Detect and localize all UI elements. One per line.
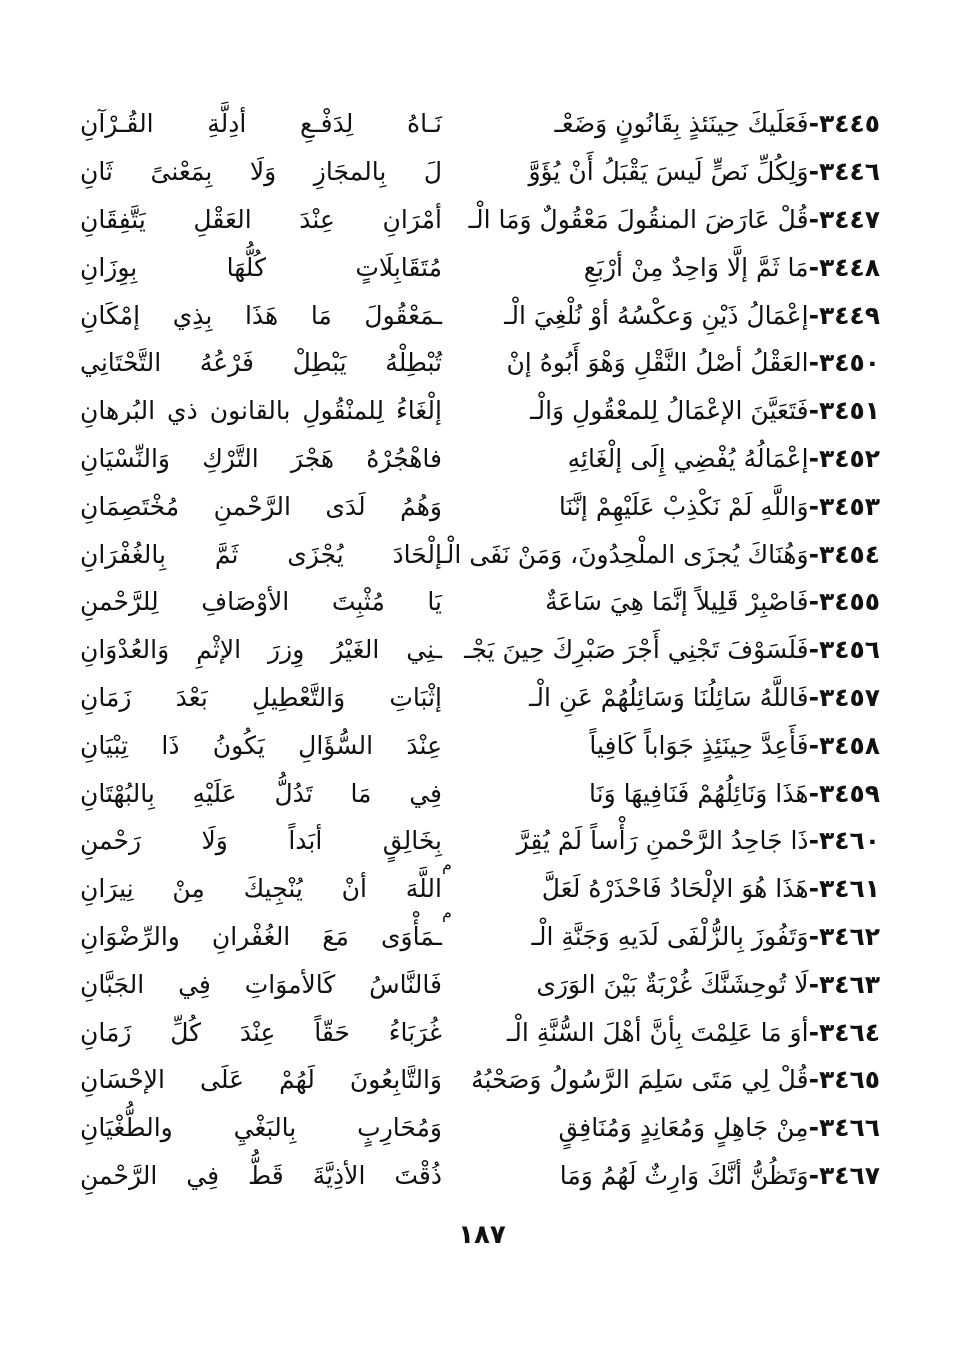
verse-number-dash: - [808, 778, 819, 808]
verse-number: ٣٤٦١ [818, 874, 880, 904]
verse-line [80, 100, 880, 148]
verse-first-hemistich [480, 865, 880, 912]
verse-number: ٣٤٥٨ [818, 730, 880, 760]
hemistich-text: فَتَعَيَّنَ الإعْمَالُ لِلمعْقُولِ وَالْـ [530, 396, 809, 426]
verse-number: ٣٤٥١ [818, 396, 880, 426]
verse-number: ٣٤٥٢ [818, 443, 880, 473]
hemistich-text: هَذَا هُوَ الإلْحَادُ فَاحْذَرْهُ لَعَلَّ [541, 874, 809, 904]
verse-first-hemistich [480, 1152, 880, 1199]
verse-number: ٣٤٦٦ [818, 1113, 880, 1143]
verse-line [80, 960, 880, 1008]
verse-first-hemistich [480, 339, 880, 386]
verse-number-dash: - [808, 157, 819, 187]
verse-number-dash: - [808, 826, 819, 856]
verse-line [80, 817, 880, 874]
verse-number-dash: - [808, 1113, 819, 1143]
verse-number-dash: - [808, 874, 819, 904]
verse-number-dash: - [808, 252, 819, 282]
verse-number: ٣٤٦٠ [818, 826, 880, 856]
verse-line [80, 1008, 880, 1056]
hemistich-text: إعْمَالُ ذَيْنِ وَعكْسُهُ أوْ نُلْغِيَ الْـ [504, 300, 809, 330]
verse-number: ٣٤٥٠ [818, 348, 880, 378]
verse-first-hemistich [480, 961, 880, 1008]
verse-first-hemistich [480, 674, 880, 721]
hemistich-text: العَقْلُ أصْلُ النَّقْلِ وَهْوَ أَبُوهُ إنْ [506, 348, 809, 378]
verse-number: ٣٤٦٥ [818, 1065, 880, 1095]
verse-number: ٣٤٤٥ [818, 109, 880, 139]
verse-first-hemistich [480, 1104, 880, 1151]
hemistich-text: مِنْ جَاهِلٍ وَمُعَانِدٍ وَمُنَافِقٍ [558, 1113, 809, 1143]
verse-line [80, 721, 880, 769]
hemistich-text: هَذَا وَنَائِلُهُمْ فَنَافِيهَا وَنَا [589, 778, 809, 808]
hemistich-text: وَتَظُنُّ أنَّكَ وَارِثٌ لَهُمُ وَمَا [559, 1160, 809, 1190]
verse-second-hemistich: وَالتَّابِعُونَ لَهُمْ عَلَى الإحْسَانِ [80, 1065, 442, 1095]
verse-number: ٣٤٥٦ [818, 635, 880, 665]
verse-line [80, 1152, 880, 1200]
hemistich-text: فَأَعِدَّ حِينَئِذٍ جَوَاباً كَافِياً [589, 730, 809, 760]
verse-number-dash: - [808, 682, 819, 712]
verse-second-hemistich: تُبْطِلْهُ يَبْطِلْ فَرْعُهُ التَّحْتَانِي [80, 348, 442, 378]
verse-line [80, 674, 880, 722]
verse-number-dash: - [808, 109, 819, 139]
continuation-marker: م [442, 854, 452, 874]
verse-first-hemistich [480, 578, 880, 625]
hemistich-text: قُلْ لِي مَتَى سَلِمَ الرَّسُولُ وَصَحْبُهُ [471, 1065, 809, 1095]
hemistich-text: مَا ثَمَّ إلَّا وَاحِدٌ مِنْ أرْبَعِ [583, 252, 809, 282]
verse-number-dash: - [808, 730, 819, 760]
hemistich-text: فَلَسَوْفَ تَجْنِي أَجْرَ صَبْرِكَ حِينَ يَجْـ [464, 635, 809, 665]
hemistich-text: لَا تُوحِشَنَّكَ غُرْبَةٌ بَيْنَ الوَرَى [536, 969, 809, 999]
verse-second-hemistich: يَا مُثْبِتَ الأوْصَافِ لِلرَّحْمنِ [80, 587, 442, 617]
verse-number: ٣٤٤٨ [818, 252, 880, 282]
verse-second-hemistich: وَمُحَارِبٍ بِالبَغْيِ والطُّغْيَانِ [80, 1113, 442, 1143]
hemistich-text: وَلِكُلِّ نَصٍّ لَيسَ يَقْبَلُ أَنْ يُؤَوَّ [528, 157, 809, 187]
verse-line [80, 339, 880, 387]
verse-second-hemistich: إثْبَاتِ وَالتَّعْطِيلِ بَعْدَ زَمَانِ [80, 682, 442, 712]
verse-second-hemistich: غُرَبَاءُ حَقّاً عِنْدَ كُلِّ زَمَانِ [80, 1017, 442, 1047]
hemistich-text: فَاصْبِرْ قَلِيلاً إنَّمَا هِيَ سَاعَةٌ [545, 587, 809, 617]
verse-line [80, 435, 880, 483]
verse-first-hemistich [480, 817, 880, 864]
verse-second-hemistich: فَالنَّاسُ كَالأموَاتِ فِي الجَبَّانِ [80, 969, 442, 999]
verse-number-dash: - [808, 300, 819, 330]
verse-number: ٣٤٥٣ [818, 491, 880, 521]
verse-first-hemistich [480, 1009, 880, 1056]
verse-number-dash: - [808, 348, 819, 378]
verse-second-hemistich: أمْرَانِ عِنْدَ العَقْلِ يَتَّفِقَانِ [80, 204, 442, 234]
verse-number-dash: - [808, 969, 819, 999]
verse-first-hemistich [480, 913, 880, 960]
verse-first-hemistich [471, 1056, 880, 1103]
verse-number-dash: - [808, 396, 819, 426]
verse-number: ٣٤٥٥ [818, 587, 880, 617]
verse-first-hemistich [480, 483, 880, 530]
hemistich-text: أوَ مَا عَلِمْتَ بِأنَّ أهْلَ السُّنَّةِ الْـ [506, 1017, 809, 1047]
verse-number-dash: - [808, 921, 819, 951]
verse-number-dash: - [808, 587, 819, 617]
verse-number-dash: - [808, 491, 819, 521]
verse-first-hemistich [480, 770, 880, 817]
verse-line [80, 291, 880, 339]
verse-second-hemistich: بِخَالِقٍ أبَداً وَلَا رَحْمنِ [80, 826, 442, 856]
hemistich-text: وَتَفُوزَ بِالزُّلْفَى لَدَيهِ وَجَنَّةِ الْـ [531, 921, 809, 951]
verse-first-hemistich [480, 100, 880, 147]
hemistich-text: فَعَلَيكَ حِينَئذٍ بِقَانُونٍ وَضَعْـ [554, 109, 809, 139]
verse-second-hemistich: مُتَقَابِلَاتٍ كُلُّهَا بِوِزَانِ [80, 252, 442, 282]
verse-first-hemistich [464, 626, 880, 673]
verse-line [80, 243, 880, 291]
verse-second-hemistich: نَـاهُ لِدَفْـعِ أدِلَّةِ القُـرْآنِ [80, 109, 442, 139]
hemistich-text: فَاللَّهُ سَائِلُنَا وَسَائِلُهُمْ عَنِ الْـ [529, 682, 809, 712]
verse-number-dash: - [808, 1065, 819, 1095]
verse-second-hemistich: إلْحَادَ يُجْزَى ثَمَّ بِالغُفْرَانِ [80, 539, 442, 569]
verse-number-dash: - [808, 1160, 819, 1190]
page-number: ١٨٧ [458, 1220, 506, 1250]
verse-second-hemistich: ـمَأْوَى مَعَ الغُفْرانِ والرِّضْوَانِ [80, 921, 442, 951]
hemistich-text: وَهُنَاكَ يُجزَى الملْحِدُونَ، وَمَنْ نَفَى الْـ [439, 539, 809, 569]
verse-second-hemistich: إلْغَاءُ لِلمنْقُولِ بالقانون ذي البُرهانِ [80, 396, 442, 426]
hemistich-text: ذَا جَاحِدُ الرَّحْمنِ رَأْساً لَمْ يُقِرَّ [516, 826, 809, 856]
hemistich-text: وَاللَّهِ لَمْ نَكْذِبْ عَلَيْهِمْ إنَّنَا [558, 491, 809, 521]
verse-line [80, 148, 880, 196]
verse-number-dash: - [808, 635, 819, 665]
verse-line [80, 769, 880, 817]
verse-number: ٣٤٥٤ [818, 539, 880, 569]
verse-number: ٣٤٥٧ [818, 682, 880, 712]
verse-line [80, 626, 880, 674]
verse-number: ٣٤٤٩ [818, 300, 880, 330]
verse-number: ٣٤٤٦ [818, 157, 880, 187]
verse-second-hemistich: ـنِي الغَيْرُ وِزرَ الإثْمِ وَالعُدْوَانِ [80, 635, 442, 665]
verse-number: ٣٤٤٧ [818, 204, 880, 234]
verse-second-hemistich: فاهْجُرْهُ هَجْرَ التَّرْكِ وَالنِّسْيَانِ [80, 443, 442, 473]
verse-second-hemistich: وَهُمُ لَدَى الرَّحْمنِ مُخْتَصِمَانِ [80, 491, 442, 521]
verse-line [80, 578, 880, 626]
verse-number: ٣٤٦٣ [818, 969, 880, 999]
verse-second-hemistich: اللَّهَ أنْ يُنْجِيكَ مِنْ نِيرَانِ [80, 874, 442, 904]
poem-verses [80, 100, 880, 1199]
verse-first-hemistich [480, 387, 880, 434]
verse-first-hemistich [480, 722, 880, 769]
verse-first-hemistich [480, 244, 880, 291]
verse-second-hemistich: لَ بِالمجَازِ وَلَا بِمَعْنىً ثَانِ [80, 157, 442, 187]
verse-number-dash: - [808, 443, 819, 473]
verse-line [80, 482, 880, 530]
verse-line [80, 530, 880, 578]
verse-number-dash: - [808, 539, 819, 569]
verse-line [80, 387, 880, 435]
verse-first-hemistich [439, 531, 880, 578]
verse-number-dash: - [808, 1017, 819, 1047]
hemistich-text: إعْمَالُهُ يُفْضِي إِلَى إلْغَائِهِ [567, 443, 809, 473]
verse-number: ٣٤٦٧ [818, 1160, 880, 1190]
verse-second-hemistich: ذُقْتَ الأذِيَّةَ قَطُّ فِي الرَّحْمنِ [80, 1160, 442, 1190]
verse-line [80, 913, 880, 961]
continuation-marker: م [442, 902, 452, 922]
verse-line [80, 865, 880, 922]
verse-line [80, 196, 880, 244]
verse-second-hemistich: فِي مَا تَدُلُّ عَلَيْهِ بِالبُهْتَانِ [80, 778, 442, 808]
verse-number: ٣٤٥٩ [818, 778, 880, 808]
verse-second-hemistich: ـمَعْقُولَ مَا هَذَا بِذِي إمْكَانِ [80, 300, 442, 330]
verse-number: ٣٤٦٤ [818, 1017, 880, 1047]
verse-number: ٣٤٦٢ [818, 921, 880, 951]
verse-first-hemistich [480, 292, 880, 339]
hemistich-text: قُلْ عَارَضَ المنقُولَ مَعْقُولٌ وَمَا الْـ [468, 204, 809, 234]
verse-first-hemistich [480, 148, 880, 195]
verse-first-hemistich [468, 196, 880, 243]
verse-line [80, 1056, 880, 1104]
verse-line [80, 1104, 880, 1152]
verse-second-hemistich: عِنْدَ السُّؤَالِ يَكُونُ ذَا تِبْيَانِ [80, 730, 442, 760]
verse-first-hemistich [480, 435, 880, 482]
verse-number-dash: - [808, 204, 819, 234]
